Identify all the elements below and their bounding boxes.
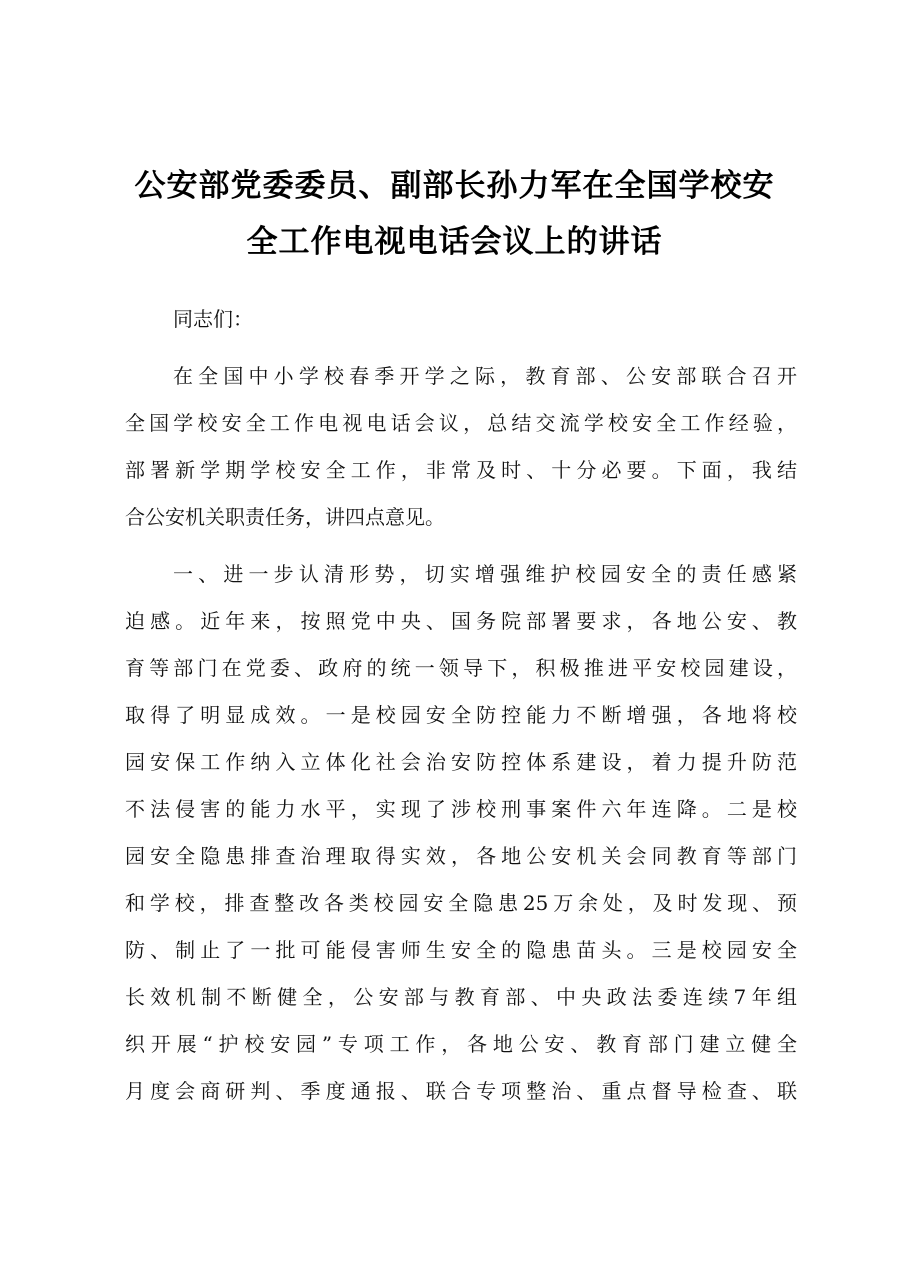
- document-title: [100, 158, 809, 270]
- paragraph-line: 一、进一步认清形势，切实增强维护校园安全的责任感紧: [173, 562, 797, 586]
- paragraph-line: 长效机制不断健全，公安部与教育部、中央政法委连续7年组: [125, 985, 797, 1009]
- document-body: [125, 296, 797, 1115]
- paragraph: [125, 551, 797, 1115]
- paragraph-line: 织开展“护校安园”专项工作，各地公安、教育部门建立健全: [125, 1032, 797, 1056]
- paragraph-gap: [125, 541, 797, 551]
- paragraph-line: 全国学校安全工作电视电话会议，总结交流学校安全工作经验，: [125, 411, 797, 435]
- paragraph-line: 防、制止了一批可能侵害师生安全的隐患苗头。三是校园安全: [125, 938, 797, 962]
- paragraph: [125, 353, 797, 541]
- paragraph-line: 园安全隐患排查治理取得实效，各地公安机关会同教育等部门: [125, 844, 797, 868]
- paragraph-line: 月度会商研判、季度通报、联合专项整治、重点督导检查、联: [125, 1079, 797, 1103]
- paragraph-line: 不法侵害的能力水平，实现了涉校刑事案件六年连降。二是校: [125, 797, 797, 821]
- paragraph-line: 育等部门在党委、政府的统一领导下，积极推进平安校园建设，: [125, 656, 797, 680]
- paragraph-line: 合公安机关职责任务，讲四点意见。: [125, 505, 445, 529]
- title-line: 公安部党委委员、副部长孙力军在全国学校安: [134, 168, 775, 204]
- paragraph-line: 迫感。近年来，按照党中央、国务院部署要求，各地公安、教: [125, 609, 797, 633]
- paragraph-line: 园安保工作纳入立体化社会治安防控体系建设，着力提升防范: [125, 750, 797, 774]
- paragraph-line: 部署新学期学校安全工作，非常及时、十分必要。下面，我结: [125, 458, 797, 482]
- paragraph-line: 和学校，排查整改各类校园安全隐患25万余处，及时发现、预: [125, 891, 797, 915]
- paragraph-line: 在全国中小学校春季开学之际，教育部、公安部联合召开: [173, 364, 797, 388]
- title-line: 全工作电视电话会议上的讲话: [246, 224, 663, 260]
- paragraph-line: 取得了明显成效。一是校园安全防控能力不断增强，各地将校: [125, 703, 797, 727]
- salutation: 同志们：: [173, 307, 253, 331]
